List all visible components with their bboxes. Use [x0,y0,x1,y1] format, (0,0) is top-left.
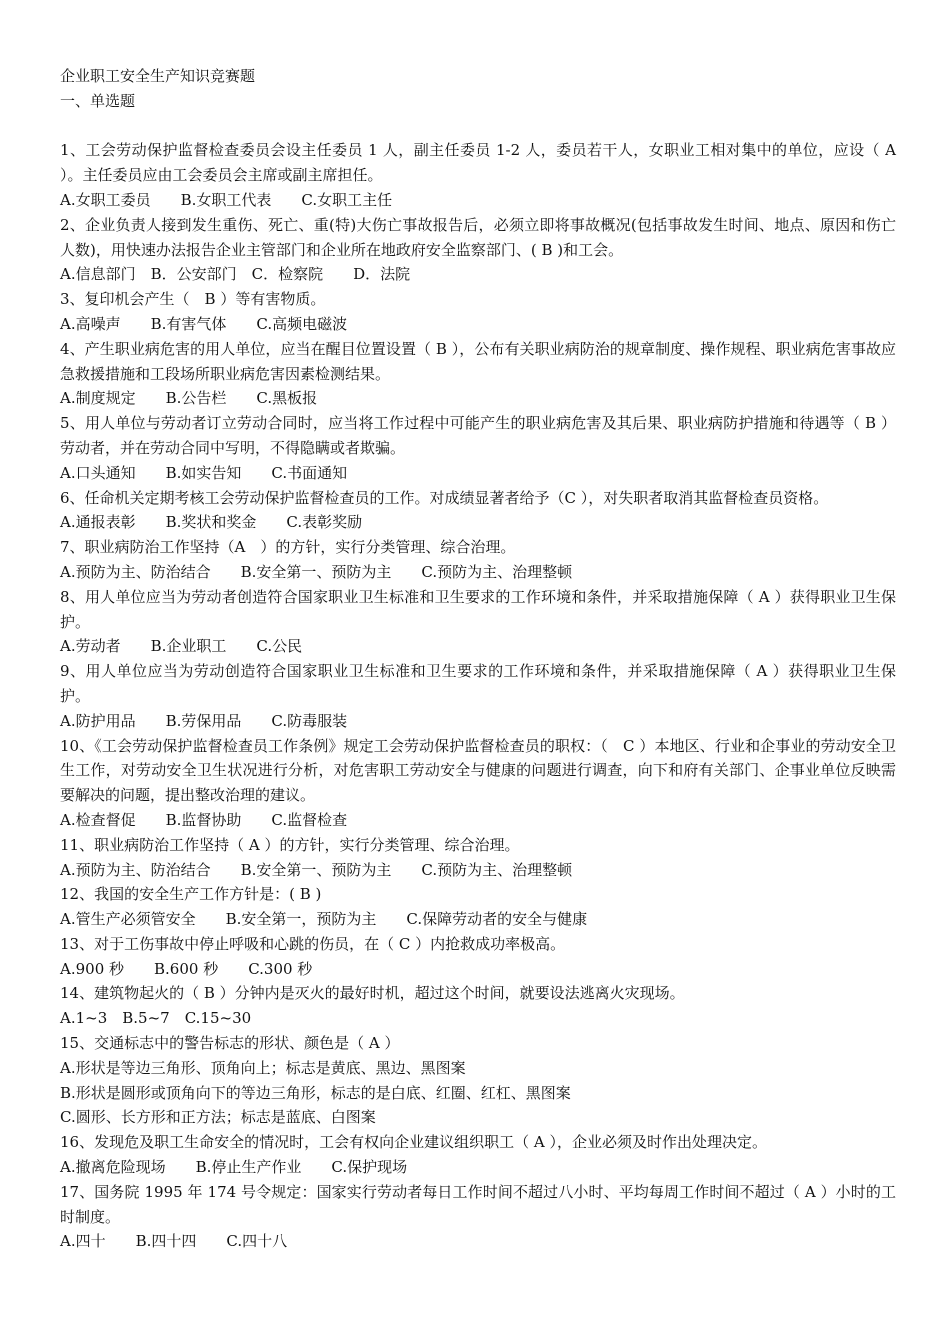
question-3 [60,287,896,337]
answer-options: A.900 秒 B.600 秒 C.300 秒 [60,959,313,978]
question-text: 16、发现危及职工生命安全的情况时，工会有权向企业建议组织职工（ A ），企业必须及时作出处理决定。 [60,1133,767,1152]
answer-options: A.制度规定 B.公告栏 C.黑板报 [60,389,318,408]
answer-options: A.检查督促 B.监督协助 C.监督检查 [60,810,348,829]
question-13 [60,932,896,982]
question-12 [60,882,896,932]
question-text: 11、职业病防治工作坚持（ A ）的方针，实行分类管理、综合治理。 [60,835,520,854]
question-14 [60,981,896,1031]
question-10 [60,734,896,833]
blank-line [60,114,896,139]
answer-options: A.劳动者 B.企业职工 C.公民 [60,637,303,656]
question-2 [60,213,896,287]
question-11 [60,833,896,883]
question-text: 13、对于工伤事故中停止呼吸和心跳的伤员，在（ C ）内抢救成功率极高。 [60,934,566,953]
question-4 [60,337,896,411]
answer-options: A.预防为主、防治结合 B.安全第一、预防为主 C.预防为主、治理整顿 [60,562,573,581]
question-text: 10、《工会劳动保护监督检查员工作条例》规定工会劳动保护监督检查员的职权：（ C ）本地区、行业和企事业的劳动安全卫生工作，对劳动安全卫生状况进行分析，对危害职工劳动安全与健康的问题进行调查，向下和府有关部门、企事业单位反映需要解决的问题，提出整改治理的建议。 [60,736,896,805]
answer-options: A.信息部门 B．公安部门 C．检察院 D．法院 [60,265,411,284]
question-text: 7、职业病防治工作坚持（A ）的方针，实行分类管理、综合治理。 [60,538,516,557]
question-8 [60,585,896,659]
question-text: 14、建筑物起火的（ B ）分钟内是灭火的最好时机，超过这个时间，就要设法逃离火灾现场。 [60,984,685,1003]
question-17 [60,1180,896,1254]
question-7 [60,535,896,585]
question-9 [60,659,896,733]
answer-options: A.撤离危险现场 B.停止生产作业 C.保护现场 [60,1158,408,1177]
answer-options: A.通报表彰 B.奖状和奖金 C.表彰奖励 [60,513,363,532]
question-text: 12、我国的安全生产工作方针是：( B ) [60,885,322,904]
document-page [60,64,896,1254]
answer-option-a: A.形状是等边三角形、顶角向上；标志是黄底、黑边、黑图案 [60,1058,466,1077]
question-16 [60,1130,896,1180]
answer-options: A.女职工委员 B.女职工代表 C.女职工主任 [60,190,393,209]
question-15 [60,1031,896,1130]
question-5 [60,411,896,485]
question-text: 17、国务院 1995 年 174 号令规定：国家实行劳动者每日工作时间不超过八小时、平均每周工作时间不超过（ A ）小时的工时制度。 [60,1182,896,1226]
question-text: 2、企业负责人接到发生重伤、死亡、重(特)大伤亡事故报告后，必须立即将事故概况(包括事故发生时间、地点、原因和伤亡人数)，用快速办法报告企业主管部门和企业所在地政府安全监察部门、( B )和工会。 [60,215,896,259]
question-text: 5、用人单位与劳动者订立劳动合同时，应当将工作过程中可能产生的职业病危害及其后果、职业病防护措施和待遇等（ B ）劳动者，并在劳动合同中写明，不得隐瞒或者欺骗。 [60,414,896,457]
question-text: 1、工会劳动保护监督检查委员会设主任委员 1 人，副主任委员 1-2 人，委员若干人，女职业工相对集中的单位，应设（ A ）。主任委员应由工会委员会主席或副主席担任。 [60,141,896,185]
answer-options: A.管生产必须管安全 B.安全第一，预防为主 C.保障劳动者的安全与健康 [60,910,588,929]
question-text: 15、交通标志中的警告标志的形状、颜色是（ A ） [60,1034,400,1053]
document-title: 企业职工安全生产知识竞赛题 [60,67,256,85]
answer-options: A.防护用品 B.劳保用品 C.防毒服装 [60,711,348,730]
answer-options: A.高噪声 B.有害气体 C.高频电磁波 [60,314,348,333]
answer-option-c: C.圆形、长方形和正方法；标志是蓝底、白图案 [60,1108,376,1127]
question-1 [60,138,896,212]
section-heading: 一、单选题 [60,91,136,110]
question-text: 4、产生职业病危害的用人单位，应当在醒目位置设置（ B ），公布有关职业病防治的规章制度、操作规程、职业病危害事故应急救援措施和工段场所职业病危害因素检测结果。 [60,339,896,383]
question-text: 8、用人单位应当为劳动者创造符合国家职业卫生标准和卫生要求的工作环境和条件，并采取措施保障（ A ）获得职业卫生保护。 [60,587,896,631]
answer-options: A.四十 B.四十四 C.四十八 [60,1232,288,1251]
answer-options: A.预防为主、防治结合 B.安全第一、预防为主 C.预防为主、治理整顿 [60,860,573,879]
answer-option-b: B.形状是圆形或顶角向下的等边三角形，标志的是白底、红圈、红杠、黑图案 [60,1083,571,1102]
question-text: 9、用人单位应当为劳动创造符合国家职业卫生标准和卫生要求的工作环境和条件，并采取措施保障（ A ）获得职业卫生保护。 [60,662,896,705]
question-text: 6、任命机关定期考核工会劳动保护监督检查员的工作。对成绩显著者给予（C ），对失职者取消其监督检查员资格。 [60,488,829,507]
answer-options: A.1~3 B.5~7 C.15~30 [60,1009,252,1028]
question-text: 3、复印机会产生（ B ）等有害物质。 [60,290,326,309]
question-6 [60,486,896,536]
answer-options: A.口头通知 B.如实告知 C.书面通知 [60,463,348,482]
